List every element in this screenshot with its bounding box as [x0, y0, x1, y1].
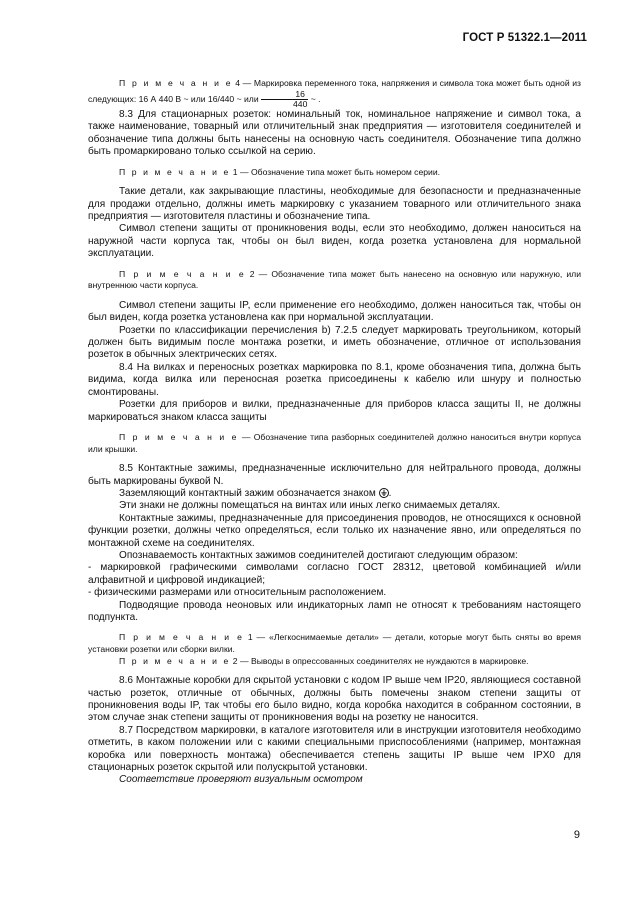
para-8-5-signs: Эти знаки не должны помещаться на винтах или иных легко снимаемых деталях. — [119, 500, 501, 512]
para-8-3-plates: Такие детали, как закрывающие пластины, необходимые для безопасности и предназначенные для продажи отдельно, должны иметь маркировку с указанием товарного или отличительного знака предприятия — изготовителя пластины и обозначение типа. — [88, 186, 581, 223]
fraction-numerator: 16 — [261, 90, 308, 100]
note-2-pressed — [88, 656, 581, 668]
para-8-5-ground — [88, 488, 581, 500]
page-number: 9 — [573, 829, 580, 841]
note-text-end: ~ . — [308, 93, 321, 104]
para-8-3-ip: Символ степени защиты IP, если применение его необходимо, должен наноситься так, чтобы он был виден, когда розетка установлена как при нормальной эксплуатации. — [88, 299, 581, 324]
para-8-7-compliance: Соответствие проверяют визуальным осмотром — [119, 774, 363, 786]
para-8-6: 8.6 Монтажные коробки для скрытой установки с кодом IP выше чем IP20, являющиеся составной частью розеток, отличные от обычных, должны быть помечены знаком степени защиты от проникновения воды IP, так чтобы его было видно, когда коробка находится в собранном состоянии, в этом случае знак степени защиты от проникновения воды на розетку не наносится. — [88, 675, 581, 724]
note-label: П р и м е ч а н и е — [119, 431, 239, 442]
para-8-5: 8.5 Контактные зажимы, предназначенные исключительно для нейтрального провода, должны быть маркированы буквой N. — [88, 463, 581, 487]
ground-text: Заземляющий контактный зажим обозначается знаком — [119, 487, 376, 499]
document-header: ГОСТ Р 51322.1—2011 — [462, 32, 587, 44]
note-text: 2 — Выводы в опрессованных соединителях не нуждаются в маркировке. — [230, 655, 529, 666]
para-8-5-list-2: - физическими размерами или относительным расположением. — [88, 587, 387, 599]
note-label: П р и м е ч а н и е — [119, 632, 244, 643]
para-8-3: 8.3 Для стационарных розеток: номинальный ток, номинальное напряжение и символ тока, а также наименование, товарный или отличительный знак предприятия — изготовителя соединителей и обозначение типа должны быть нанесены на основную часть соединителя. Обозначение типа должно быть промаркировано только ссылкой на серию. — [88, 109, 581, 158]
fraction-denominator: 440 — [293, 99, 308, 109]
fraction — [261, 90, 308, 109]
ground-text-end: . — [388, 487, 392, 499]
para-8-5-identify: Опознаваемость контактных зажимов соединителей достигают следующим образом: — [119, 549, 518, 561]
note-8-4 — [88, 432, 581, 455]
para-8-4: 8.4 На вилках и переносных розетках маркировка по 8.1, кроме обозначения типа, должна быть видима, когда вилка или переносная розетка присоединены к кабелю или шнуру и полностью смонтированы. — [88, 361, 581, 398]
ground-symbol-icon — [379, 488, 389, 498]
note-text: 4 — Маркировка переменного тока, напряжения и символа тока может быть одной из следующих: 16 А 440 В ~ или 16/440 ~ или — [88, 78, 581, 104]
note-2-type — [88, 269, 581, 292]
note-text: 1 — Обозначение типа может быть номером серии. — [230, 166, 441, 177]
note-4 — [88, 77, 581, 109]
note-text: — Обозначение типа разборных соединителей должно наноситься внутри корпуса или крышки. — [88, 431, 581, 454]
note-label: П р и м е ч а н и е — [119, 655, 231, 666]
note-text: 1 — «Легкоснимаемые детали» — детали, которые могут быть сняты во время установки розетки или сборки вилки. — [88, 632, 581, 654]
note-text: 2 — Обозначение типа может быть нанесено на основную или наружную, или внутреннюю части корпуса. — [88, 268, 581, 291]
note-label: П р и м е ч а н и е — [119, 78, 233, 88]
para-8-7: 8.7 Посредством маркировки, в каталоге изготовителя или в инструкции изготовителя необходимо отметить, в каком положении или с какими специальными приспособлениями (например, монтажная коробка или поверхность монтажа) обеспечивается степень защиты IP выше чем IPX0 для стационарных розеток скрытой или полускрытой установки. — [88, 724, 581, 773]
note-label: П р и м е ч а н и е — [119, 268, 246, 279]
note-1-type — [88, 167, 581, 179]
para-8-3-triangle: Розетки по классификации перечисления b) 7.2.5 следует маркировать треугольником, который должен быть видимым после монтажа розетки, и иметь обозначение, отличное от использования розеток в обычных электрических сетях. — [88, 324, 581, 361]
para-8-5-list-1: - маркировкой графическими символами согласно ГОСТ 28312, цветовой комбинацией и/или алфавитной и цифровой индикацией; — [88, 562, 581, 586]
note-1-removable — [88, 632, 581, 655]
para-8-5-leads: Подводящие провода неоновых или индикаторных ламп не относят к требованиям настоящего подпункта. — [88, 599, 581, 623]
para-8-3-water: Символ степени защиты от проникновения воды, если это необходимо, должен наноситься на наружной части корпуса так, чтобы он был виден, когда розетка установлена для нормальной эксплуатации. — [88, 223, 581, 260]
note-label: П р и м е ч а н и е — [119, 166, 231, 177]
para-8-5-terminals: Контактные зажимы, предназначенные для присоединения проводов, не относящихся к основной функции розетки, должны четко определяться, если только их назначение явно, или определяться по монтажной схеме на соединителях. — [88, 512, 581, 549]
page-content — [88, 77, 581, 787]
para-8-4-class2: Розетки для приборов и вилки, предназначенные для приборов класса защиты II, не должны маркироваться знаком класса защиты — [88, 399, 581, 423]
